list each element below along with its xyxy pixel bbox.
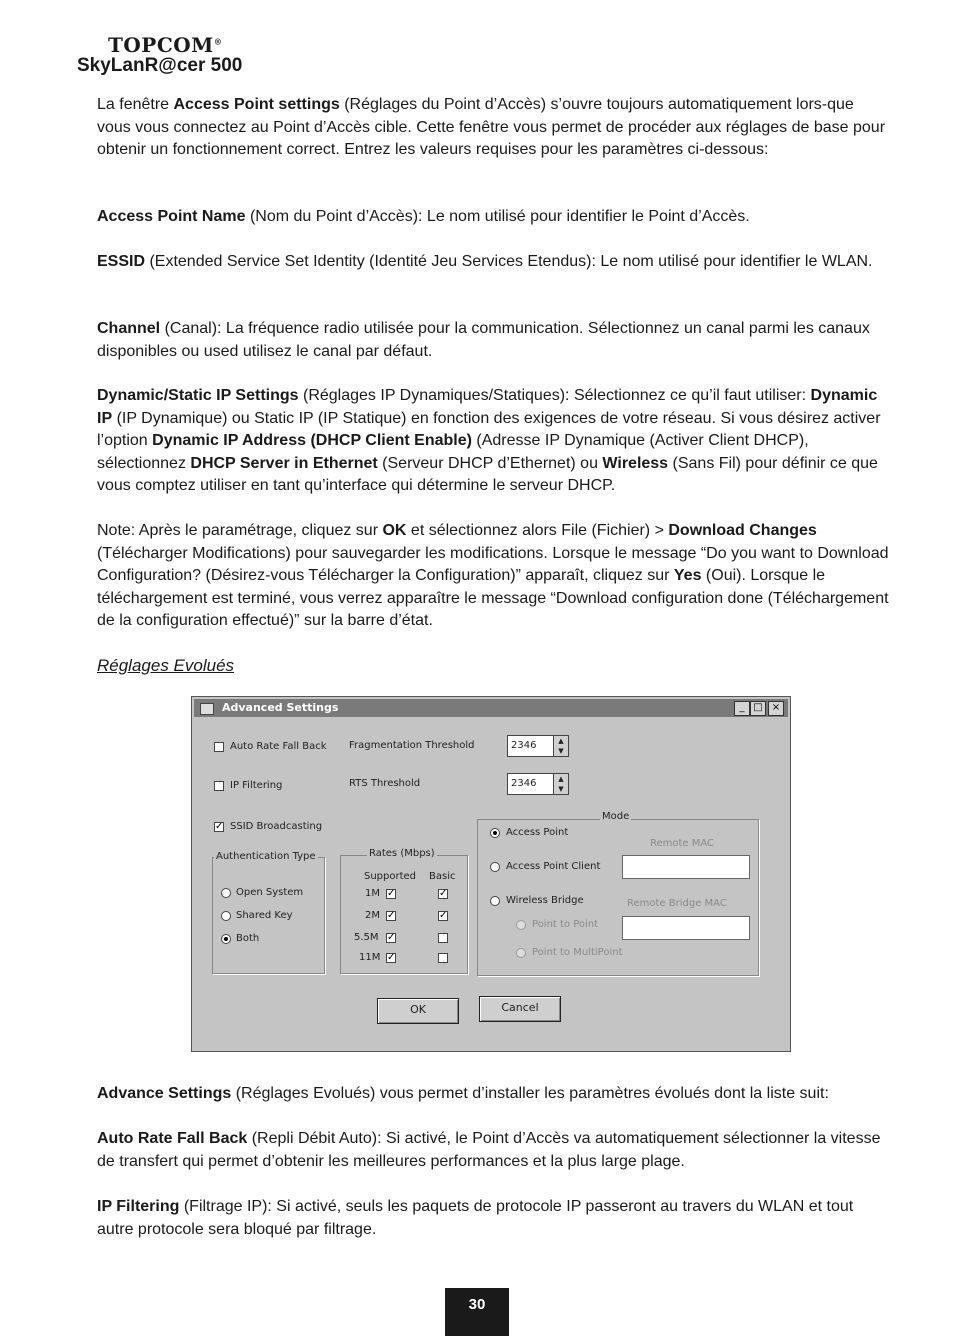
rate-basic-checkbox[interactable] — [438, 933, 448, 943]
rate-basic-checkbox[interactable] — [438, 953, 448, 963]
product-name: SkyLanR@cer 500 — [77, 55, 243, 76]
ap-name-paragraph: Access Point Name (Nom du Point d’Accès): Le nom utilisé pour identifier le Point d’Accès. — [97, 208, 750, 225]
dynamic-ip-paragraph: Dynamic/Static IP Settings (Réglages IP Dynamiques/Statiques): Sélectionnez ce qu’il faut utiliser: Dynamic IP (IP Dynamique) ou Static IP (IP Statique) en fonction des exigences de votre réseau. Si vous désirez activer l’option Dynamic IP Address (DHCP Client Enable) (Adresse IP Dynamique (Activer Client DHCP), sélectionnez DHCP Server in Ethernet (Serveur DHCP d’Ethernet) ou Wireless (Sans Fil) pour définir ce que vous comptez utiliser en tant qu’interface qui détermine le serveur DHCP. — [97, 387, 881, 494]
rate-supported-checkbox[interactable]: ✓ — [387, 932, 396, 943]
rate-label: 11M — [359, 952, 381, 963]
remote-bridge-mac-label: Remote Bridge MAC — [627, 898, 727, 909]
ip-filtering-paragraph: IP Filtering (Filtrage IP): Si activé, seuls les paquets de protocole IP passeront au travers du WLAN et tout autre protocole sera bloqué par filtrage. — [97, 1198, 854, 1238]
fragmentation-threshold-input[interactable]: 2346 ▲ ▼ — [507, 735, 569, 757]
mode-title: Mode — [602, 811, 630, 822]
brand-logo: TOPCOM® — [108, 33, 223, 57]
advance-settings-paragraph: Advance Settings (Réglages Evolués) vous permet d’installer les paramètres évolués dont la liste suit: — [97, 1085, 829, 1102]
essid-paragraph: ESSID (Extended Service Set Identity (Identité Jeu Services Etendus): Le nom utilisé pour identifier le WLAN. — [97, 253, 873, 270]
rates-basic-header: Basic — [429, 871, 456, 882]
auth-shared-radio[interactable] — [221, 911, 231, 921]
close-icon[interactable]: × — [768, 701, 784, 716]
rate-label: 1M — [365, 888, 380, 899]
rate-supported-checkbox[interactable]: ✓ — [387, 888, 396, 899]
ip-filtering-label: IP Filtering — [230, 780, 283, 791]
remote-bridge-mac-input[interactable] — [622, 916, 750, 940]
note-paragraph: Note: Après le paramétrage, cliquez sur OK et sélectionnez alors File (Fichier) > Download Changes (Télécharger Modifications) pour sauvegarder les modifications. Lorsque le message “Do you want to Download Configuration? (Désirez-vous Télécharger la Configuration)” apparaît, cliquez sur Yes (Oui). Lorsque le téléchargement est terminé, vous verrez apparaître le message “Download configuration done (Téléchargement de la configuration effectué)” sur la barre d’état. — [97, 522, 889, 629]
spin-down-icon[interactable]: ▼ — [553, 746, 568, 756]
mode-ap-label: Access Point — [506, 827, 569, 838]
auto-rate-checkbox[interactable] — [214, 742, 224, 752]
remote-mac-input[interactable] — [622, 855, 750, 879]
ip-filtering-checkbox[interactable] — [214, 781, 224, 791]
channel-paragraph: Channel (Canal): La fréquence radio utilisée pour la communication. Sélectionnez un canal parmi les canaux disponibles ou used utilisez le canal par défaut. — [97, 320, 870, 360]
dialog-title: Advanced Settings — [222, 701, 339, 714]
section-heading: Réglages Evolués — [97, 656, 235, 675]
rate-label: 5.5M — [354, 932, 379, 943]
ssid-broadcasting-checkbox[interactable]: ✓ — [215, 821, 224, 832]
mode-client-radio[interactable] — [490, 862, 500, 872]
ok-button[interactable]: OK — [377, 998, 459, 1024]
rates-title: Rates (Mbps) — [369, 848, 435, 859]
mode-client-label: Access Point Client — [506, 861, 601, 872]
p2mp-radio[interactable] — [516, 948, 526, 958]
mode-bridge-radio[interactable] — [490, 896, 500, 906]
auth-open-radio[interactable] — [221, 888, 231, 898]
window-menu-icon[interactable] — [200, 703, 214, 715]
rate-supported-checkbox[interactable]: ✓ — [387, 952, 396, 963]
page-number: 30 — [445, 1288, 509, 1336]
spin-up-icon[interactable]: ▲ — [553, 736, 568, 746]
rate-basic-checkbox[interactable]: ✓ — [439, 910, 448, 921]
intro-paragraph: La fenêtre Access Point settings (Réglages du Point d’Accès) s’ouvre toujours automatiquement lors-que vous vous connectez au Point d’Accès cible. Cette fenêtre vous permet de procéder aux réglages de base pour obtenir un fonctionnement correct. Entrez les valeurs requises pour les paramètres ci-dessous: — [97, 96, 886, 158]
minimize-icon[interactable]: _ — [734, 701, 750, 716]
rate-supported-checkbox[interactable]: ✓ — [387, 910, 396, 921]
ssid-broadcasting-label: SSID Broadcasting — [230, 821, 323, 832]
rate-label: 2M — [365, 910, 380, 921]
dialog-titlebar — [194, 699, 788, 717]
cancel-button[interactable]: Cancel — [479, 996, 561, 1022]
auth-both-label: Both — [236, 933, 260, 944]
auto-rate-paragraph: Auto Rate Fall Back (Repli Débit Auto): Si activé, le Point d’Accès va automatiquement sélectionner la vitesse de transfert qui permet d’obtenir les meilleures performances et la plus large plage. — [97, 1130, 881, 1170]
maximize-icon[interactable]: □ — [750, 701, 766, 716]
mode-ap-radio[interactable] — [490, 828, 500, 838]
p2mp-label: Point to MultiPoint — [532, 947, 623, 958]
remote-mac-label: Remote MAC — [650, 838, 715, 849]
rates-supported-header: Supported — [364, 871, 417, 882]
mode-bridge-label: Wireless Bridge — [506, 895, 584, 906]
fragmentation-label: Fragmentation Threshold — [349, 740, 475, 751]
auth-both-radio[interactable] — [221, 934, 231, 944]
p2p-radio[interactable] — [516, 920, 526, 930]
rate-basic-checkbox[interactable]: ✓ — [439, 888, 448, 899]
auth-open-label: Open System — [236, 887, 304, 898]
rts-label: RTS Threshold — [349, 778, 421, 789]
spin-down-icon[interactable]: ▼ — [553, 784, 568, 794]
p2p-label: Point to Point — [532, 919, 599, 930]
auto-rate-label: Auto Rate Fall Back — [230, 741, 327, 752]
authentication-title: Authentication Type — [216, 851, 316, 862]
advanced-settings-dialog — [191, 696, 791, 1052]
spin-up-icon[interactable]: ▲ — [553, 774, 568, 784]
rts-threshold-input[interactable]: 2346 ▲ ▼ — [507, 773, 569, 795]
auth-shared-label: Shared Key — [236, 910, 293, 921]
